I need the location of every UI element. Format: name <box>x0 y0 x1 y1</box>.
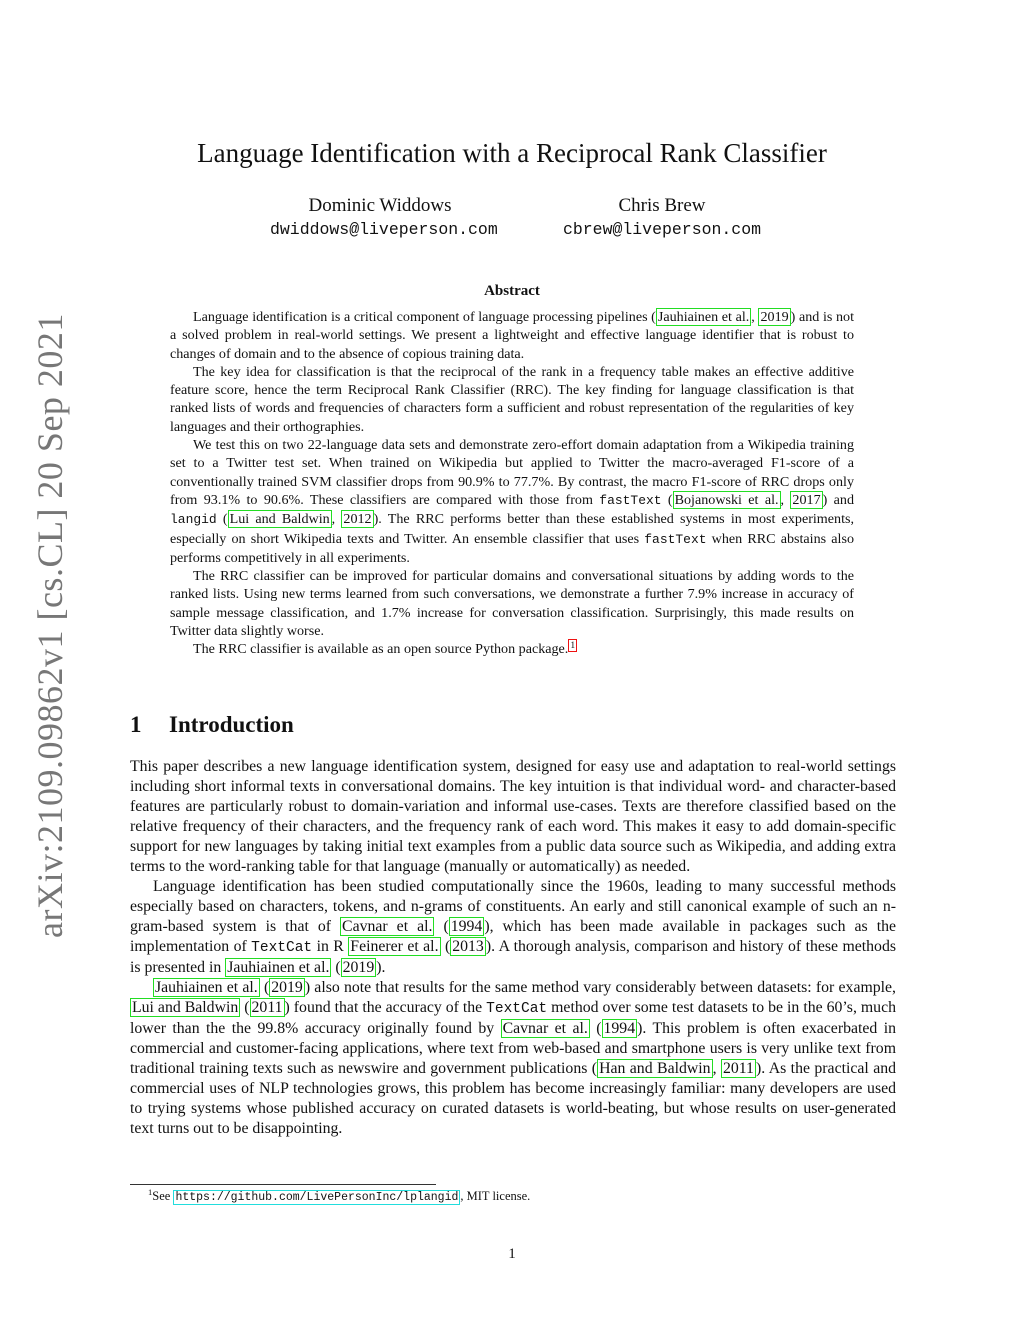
citation-link[interactable]: Jauhiainen et al. <box>657 309 750 325</box>
footnote-divider <box>130 1184 436 1185</box>
citation-link[interactable]: 1994 <box>450 918 483 935</box>
citation-link[interactable]: 2019 <box>760 309 789 325</box>
citation-link[interactable]: 2013 <box>452 938 484 955</box>
section-number: 1 <box>130 712 142 737</box>
abstract-paragraph: The RRC classifier is available as an open source Python package. $^1$ <box>193 639 576 658</box>
citation-link[interactable]: Lui and Baldwin <box>229 511 330 528</box>
paper-title: Language Identification with a Reciprocal Rank Classifier <box>197 138 827 168</box>
footnote-marker-link[interactable]: 1 <box>570 639 576 651</box>
abstract-heading: Abstract <box>484 283 540 299</box>
author-name: Dominic Widdows <box>308 195 452 216</box>
citation-link[interactable]: 2011 <box>722 1060 754 1077</box>
footnote: $^1$See https://github.com/LivePersonInc/lplangid , MIT license. <box>148 1186 531 1204</box>
repository-url-link[interactable]: https://github.com/LivePersonInc/lplangid <box>175 1191 459 1204</box>
citation-link[interactable]: Jauhiainen et al. <box>155 979 258 996</box>
citation-link[interactable]: 2019 <box>342 959 375 976</box>
code-term: fastText <box>644 531 707 547</box>
citation-link[interactable]: 2011 <box>251 999 283 1016</box>
body-paragraph: Language identification has been studied computationally since the 1960s, leading to many successful methods especially based on characters, tokens, and n-grams of constituents. An early and still canonical example of such an n-gram-based system is that of Cavnar et al. ( 1994 ), which has been made available in packages such as the implementation of TextCat in R Feinerer et al. ( 2013 ). A thorough analysis, comparison and history of these methods is presented in Jauhiainen et al. ( 2019 ). <box>130 878 896 976</box>
citation-link[interactable]: 2019 <box>271 979 303 996</box>
author-email[interactable]: cbrew@liveperson.com <box>562 220 762 239</box>
section-heading <box>130 712 294 738</box>
citation-link[interactable]: Bojanowski et al. <box>674 491 779 508</box>
author-block <box>552 194 772 242</box>
citation-link[interactable]: Feinerer et al. <box>350 938 439 955</box>
citation-link[interactable]: Cavnar et al. <box>342 918 433 935</box>
abstract-paragraph: The key idea for classification is that the reciprocal of the rank in a frequency table makes an effective additive feature score, hence the term Reciprocal Rank Classifier (RRC). The key finding for language classification is that ranked lists of words and frequencies of characters form a sufficient and robust representation of the regularities of key languages and their orthographies. <box>170 363 854 435</box>
citation-link[interactable]: Cavnar et al. <box>502 1020 588 1037</box>
introduction-body <box>130 757 896 1139</box>
citation-link[interactable]: 2012 <box>343 511 372 528</box>
author-email[interactable]: dwiddows@liveperson.com <box>270 220 498 239</box>
code-term: TextCat <box>486 1001 548 1017</box>
code-term: fastText <box>599 492 662 508</box>
citation-link[interactable]: Lui and Baldwin <box>132 999 239 1016</box>
author-name: Chris Brew <box>618 195 706 216</box>
citation-link[interactable]: 2017 <box>792 491 821 508</box>
footnote-number: 1 <box>148 1186 153 1197</box>
citation-link[interactable]: 1994 <box>603 1020 636 1037</box>
abstract-paragraph: Language identification is a critical component of language processing pipelines ( Jauhiainen et al. , 2019 ) and is not a solved problem in real-world settings. We present a lightweight and effective language identifier that is robust to changes of domain and to the absence of copious training data. <box>170 309 855 362</box>
code-term: langid <box>170 512 217 528</box>
citation-link[interactable]: Han and Baldwin <box>599 1060 711 1077</box>
citation-link[interactable]: Jauhiainen et al. <box>227 959 330 976</box>
body-paragraph: This paper describes a new language identification system, designed for easy use and adaptation to real-world settings including short informal texts in conversational domains. The key intuition is that individual word- and character-based features are particularly robust to domain-variation and informal use-cases. Texts are therefore classified based on the relative frequency of their characters, and the frequency rank of each word. This makes it easy to add domain-specific support for new languages by taking initial text examples from a public data source such as Wikipedia, and adding extra terms to the word-ranking table for that language (manually or automatically) as needed. <box>130 758 896 875</box>
section-title: Introduction <box>169 712 294 737</box>
code-term: TextCat <box>251 940 313 956</box>
body-paragraph: Jauhiainen et al. ( 2019 ) also note that results for the same method vary considerably between datasets: for example, Lui and Baldwin ( 2011 ) found that the accuracy of the TextCat method over some test datasets to be in the 60’s, much lower than the the 99.8% accuracy originally found by Cavnar et al. ( 1994 ). This problem is often exacerbated in commercial and customer-facing applications, where text from web-based and smartphone users is very unlike text from traditional training texts such as newswire and government publications ( Han and Baldwin , 2011 ). As the practical and commercial uses of NLP technologies grows, this problem has become increasingly familiar: many developers are used to trying systems whose published accuracy on curated datasets is world-beating, but whose results on user-generated text turns out to be disappointing. <box>130 979 897 1137</box>
abstract-paragraph: We test this on two 22-language data sets and demonstrate zero-effort domain adaptation from a Wikipedia training set to a Twitter test set. When trained on Wikipedia but applied to Twitter the macro-averaged F1-score of a conventionally trained SVM classifier drops from 90.9% to 77.7%. By contrast, the macro F1-score of RRC drops only from 93.1% to 90.6%. These classifiers are compared with those from fastText ( Bojanowski et al. , 2017 ) and langid ( Lui and Baldwin , 2012 ). The RRC performs better than these established systems in most experiments, especially on short Wikipedia texts and Twitter. An ensemble classifier that uses fastText when RRC abstains also performs competitively in all experiments. <box>170 437 855 566</box>
abstract-body <box>170 308 854 659</box>
arxiv-identifier-stamp: arXiv:2109.09862v1 [cs.CL] 20 Sep 2021 <box>30 313 70 938</box>
abstract-paragraph: The RRC classifier can be improved for particular domains and conversational situations by adding words to the ranked lists. Using new terms learned from such conversations, we demonstrate a further 7.9% increase in accuracy of sample message classification, and 1.7% increase for conversation classification. Surprisingly, this made results on Twitter data slightly worse. <box>170 568 854 640</box>
author-block <box>270 194 498 242</box>
page-number: 1 <box>508 1246 516 1262</box>
